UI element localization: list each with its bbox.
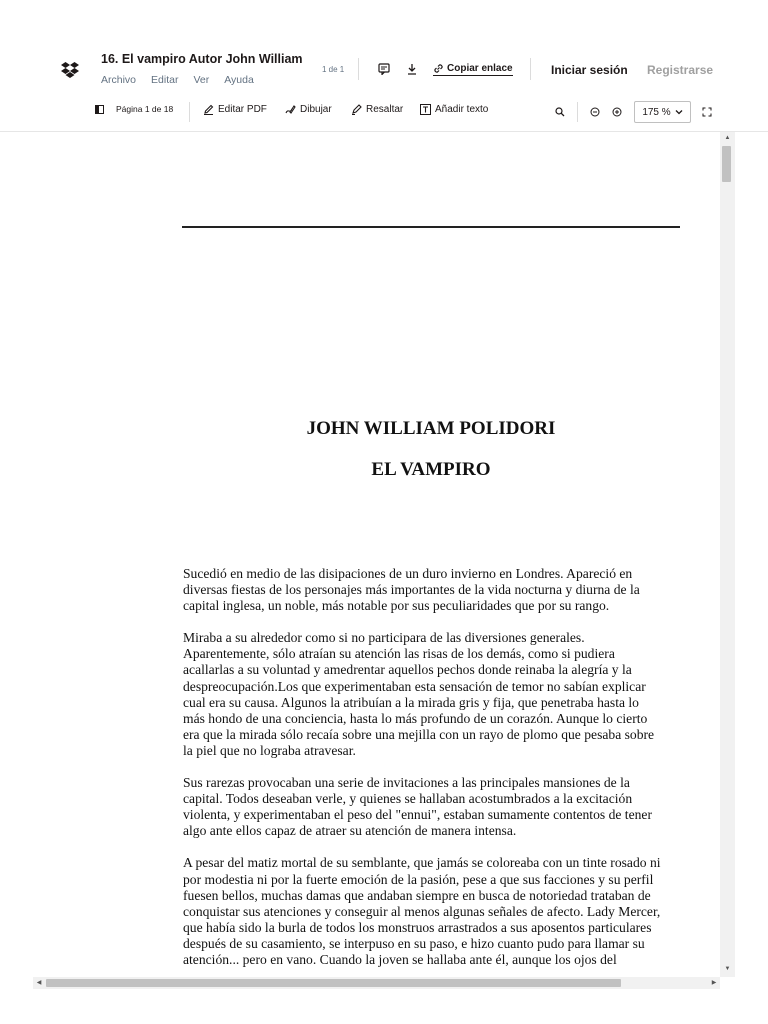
zoom-value: 175 % xyxy=(642,106,671,118)
highlight-label: Resaltar xyxy=(366,104,404,115)
menu-view[interactable]: Ver xyxy=(193,74,210,86)
draw-label: Dibujar xyxy=(300,104,332,115)
paragraph xyxy=(183,855,683,968)
zoom-in-icon xyxy=(612,107,622,117)
chevron-down-icon xyxy=(675,109,683,115)
vertical-scroll-thumb[interactable] xyxy=(722,146,731,182)
text-line: acallarlas a su voluntad y amedrentar aquellos pechos donde reinaba la alegría y la xyxy=(183,662,632,678)
paragraph xyxy=(183,566,683,614)
document-title: 16. El vampiro Autor John William xyxy=(101,52,303,66)
edit-pdf-button[interactable] xyxy=(203,104,267,115)
add-text-button[interactable] xyxy=(420,104,488,115)
draw-button[interactable] xyxy=(285,104,332,115)
sidebar-panel-icon xyxy=(95,105,104,114)
text-line: Sucedió en medio de las disipaciones de un duro invierno en Londres. Apareció en xyxy=(183,566,633,581)
pencil-icon xyxy=(203,104,214,115)
app-header xyxy=(0,0,768,96)
text-line: fuesen bellos, muchas damas que andaban siempre en busca de notoriedad trataban de xyxy=(183,887,651,903)
text-line: Sus rarezas provocaban una serie de invitaciones a las principales mansiones de la xyxy=(183,775,630,791)
zoom-out-icon xyxy=(590,107,600,117)
page-count: 1 de 1 xyxy=(322,65,345,74)
login-button[interactable]: Iniciar sesión xyxy=(551,63,628,77)
text-line: Aparentemente, sólo atraían su atención las risas de los demás, como si pudiera xyxy=(183,646,615,662)
zoom-out-button[interactable] xyxy=(589,106,601,118)
text-line: despreocupación.Los que experimentaban esta sensación de temor no sabían explicar xyxy=(183,678,646,694)
document-body xyxy=(183,566,683,984)
text-box-icon xyxy=(420,104,431,115)
fullscreen-icon xyxy=(702,107,712,117)
copy-link-button[interactable] xyxy=(433,63,513,76)
text-line: diversas fiestas de los personajes más importantes de la vida nocturna y diurna de la xyxy=(183,582,640,598)
scroll-right-arrow[interactable]: ▶ xyxy=(711,980,717,986)
paragraph xyxy=(183,775,683,839)
divider xyxy=(358,58,359,80)
menu-help[interactable]: Ayuda xyxy=(224,74,254,86)
text-line: era que la mirada sólo recaía sobre una mejilla con un rayo de plomo que pesaba sobre xyxy=(183,726,655,742)
search-button[interactable] xyxy=(554,106,566,118)
text-line: cual era su causa. Algunos la atribuían a la mirada gris y fija, que penetraba hasta lo xyxy=(183,694,639,710)
horizontal-scroll-thumb[interactable] xyxy=(46,979,621,987)
document-author: JOHN WILLIAM POLIDORI xyxy=(306,418,556,439)
text-line: capital. Todos deseaban verle, y quienes se hallaban acostumbrados a la excitación xyxy=(183,791,633,807)
register-button[interactable]: Registrarse xyxy=(647,63,714,77)
edit-pdf-label: Editar PDF xyxy=(218,104,267,115)
horizontal-rule xyxy=(182,226,680,228)
vertical-scrollbar[interactable] xyxy=(720,132,735,977)
menu-bar xyxy=(101,74,254,86)
text-line: por modestia ni por la fuerte emoción de la pasión, pese a que sus facciones y su perfil xyxy=(183,871,654,887)
sidebar-toggle[interactable] xyxy=(95,104,173,114)
page-indicator: Página 1 de 18 xyxy=(116,104,174,114)
menu-file[interactable]: Archivo xyxy=(101,74,137,86)
zoom-in-button[interactable] xyxy=(611,106,623,118)
text-line: la piel que no lograba atravesar. xyxy=(183,742,356,758)
download-button[interactable] xyxy=(405,62,419,76)
dropbox-logo-icon[interactable] xyxy=(61,62,79,78)
highlighter-icon xyxy=(351,104,362,115)
copy-link-label: Copiar enlace xyxy=(447,63,513,74)
highlight-button[interactable] xyxy=(351,104,403,115)
text-line: después de su casamiento, se interpuso en su paso, e hizo cuanto pudo para llamar su xyxy=(183,935,645,951)
menu-edit[interactable]: Editar xyxy=(151,74,179,86)
text-line: Miraba a su alrededor como si no participara de las diversiones generales. xyxy=(183,630,585,646)
link-icon xyxy=(433,63,444,74)
text-line: violenta, y experimentaban el peso del "ennui", estaban sumamente contentos de tener xyxy=(183,807,652,823)
scroll-left-arrow[interactable]: ◀ xyxy=(36,980,42,986)
scroll-up-arrow[interactable]: ▲ xyxy=(724,135,731,141)
search-icon xyxy=(555,107,565,117)
comment-button[interactable] xyxy=(377,62,391,76)
text-line: atención... pero en vano. Cuando la joven se hallaba ante él, aunque los ojos del xyxy=(183,951,617,967)
document-book-title: EL VAMPIRO xyxy=(371,459,491,480)
text-line: conquistar sus atenciones y conseguir al menos algunas señales de afecto. Lady Mercer, xyxy=(183,903,661,919)
add-text-label: Añadir texto xyxy=(435,104,489,115)
download-icon xyxy=(406,63,418,75)
text-line: más hondo de una conciencia, hasta lo más profundo de un corazón. Aunque lo cierto xyxy=(183,710,648,726)
text-line: que había sido la burla de todos los monstruos arrastrados a sus aposentos particulares xyxy=(183,919,652,935)
divider xyxy=(530,58,531,80)
zoom-select[interactable] xyxy=(634,101,691,123)
comment-icon xyxy=(378,63,390,75)
divider xyxy=(189,102,190,122)
text-line: algo ante ellos capaz de atraer su atención de manera intensa. xyxy=(183,823,517,839)
paragraph xyxy=(183,630,683,759)
fullscreen-button[interactable] xyxy=(701,106,713,118)
text-line: capital inglesa, un noble, más notable por sus peculiaridades que por su rango. xyxy=(183,598,610,614)
scroll-down-arrow[interactable]: ▼ xyxy=(724,966,731,972)
text-line: A pesar del matiz mortal de su semblante, que jamás se coloreaba con un tinte rosado ni xyxy=(183,855,661,871)
divider xyxy=(577,102,578,122)
draw-icon xyxy=(285,104,296,115)
